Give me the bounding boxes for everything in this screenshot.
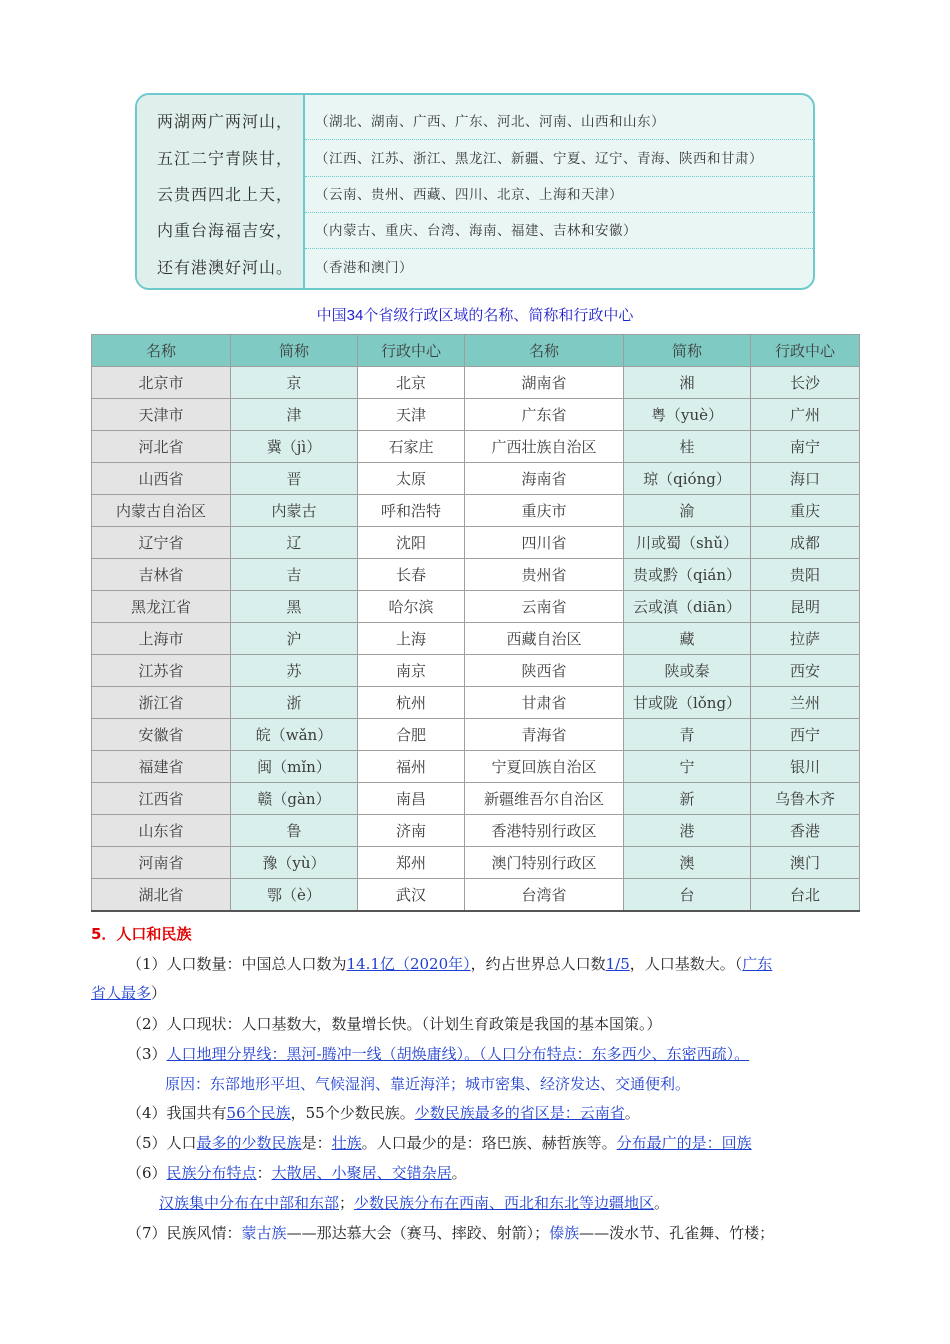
province-capital-cell: 广州: [751, 399, 860, 431]
text: ，55个少数民族。: [290, 1104, 415, 1122]
province-capital-cell: 武汉: [358, 879, 465, 911]
highlight-text: 民族分布特点: [166, 1164, 257, 1182]
province-name-cell: 河北省: [92, 431, 231, 463]
paragraph-6: [127, 1163, 467, 1184]
province-name-cell: 新疆维吾尔自治区: [465, 783, 624, 815]
text: （1）人口数量：中国总人口数为: [127, 955, 347, 973]
table-row: [92, 879, 860, 911]
table-caption: 中国34个省级行政区域的名称、简称和行政中心: [316, 307, 634, 324]
text: 。人口最少的是：珞巴族、赫哲族等。: [361, 1134, 617, 1152]
province-abbr-cell: 川或蜀（shǔ）: [624, 527, 751, 559]
province-abbr-cell: 鄂（è）: [231, 879, 358, 911]
table-row: [92, 751, 860, 783]
table-row: [92, 687, 860, 719]
highlight-text: 1/5: [605, 955, 630, 973]
province-capital-cell: 长春: [358, 559, 465, 591]
province-abbr-cell: 台: [624, 879, 751, 911]
rhyme-divider: [305, 248, 813, 249]
province-abbr-cell: 黑: [231, 591, 358, 623]
province-abbr-cell: 鲁: [231, 815, 358, 847]
text: （5）人口: [127, 1134, 197, 1152]
province-abbr-cell: 甘或陇（lǒng）: [624, 687, 751, 719]
table-row: [92, 719, 860, 751]
highlight-text: 人口地理分界线：黑河-腾冲一线（胡焕庸线）。（人口分布特点：东多西少、东密西疏）。: [166, 1045, 750, 1063]
province-abbr-cell: 宁: [624, 751, 751, 783]
province-capital-cell: 西安: [751, 655, 860, 687]
table-row: [92, 527, 860, 559]
text: （7）民族风情：: [127, 1224, 242, 1242]
highlight-text: 广东: [742, 955, 773, 973]
header-name: 名称: [92, 335, 231, 367]
rhyme-verse: 云贵西四北上天，: [157, 185, 294, 204]
province-name-cell: 澳门特别行政区: [465, 847, 624, 879]
text: ，人口基数大。（: [629, 955, 743, 973]
highlight-text: 壮族: [331, 1134, 362, 1152]
rhyme-verse: 还有港澳好河山。: [157, 258, 294, 277]
province-name-cell: 台湾省: [465, 879, 624, 911]
province-name-cell: 北京市: [92, 367, 231, 399]
province-abbr-cell: 内蒙古: [231, 495, 358, 527]
paragraph-6-cont: [159, 1193, 669, 1214]
rhyme-divider: [305, 139, 813, 140]
header-capital: 行政中心: [358, 335, 465, 367]
province-name-cell: 山西省: [92, 463, 231, 495]
text: 是：: [301, 1134, 332, 1152]
paragraph-1-cont: [91, 983, 166, 1004]
rhyme-provinces: （香港和澳门）: [315, 260, 413, 276]
province-name-cell: 青海省: [465, 719, 624, 751]
province-name-cell: 西藏自治区: [465, 623, 624, 655]
province-capital-cell: 澳门: [751, 847, 860, 879]
province-name-cell: 上海市: [92, 623, 231, 655]
province-name-cell: 黑龙江省: [92, 591, 231, 623]
province-table: [91, 334, 860, 912]
paragraph-1: [127, 954, 772, 975]
province-name-cell: 广西壮族自治区: [465, 431, 624, 463]
province-abbr-cell: 粤（yuè）: [624, 399, 751, 431]
province-capital-cell: 上海: [358, 623, 465, 655]
rhyme-row: [137, 213, 813, 249]
province-rhyme-box: [135, 93, 815, 290]
province-abbr-cell: 京: [231, 367, 358, 399]
header-abbr: 简称: [231, 335, 358, 367]
province-capital-cell: 郑州: [358, 847, 465, 879]
table-row: [92, 399, 860, 431]
province-capital-cell: 北京: [358, 367, 465, 399]
province-abbr-cell: 云或滇（diān）: [624, 591, 751, 623]
province-capital-cell: 台北: [751, 879, 860, 911]
highlight-text: 最多的少数民族: [196, 1134, 302, 1152]
header-name: 名称: [465, 335, 624, 367]
rhyme-provinces: （江西、江苏、浙江、黑龙江、新疆、宁夏、辽宁、青海、陕西和甘肃）: [315, 151, 763, 167]
text: ：: [256, 1164, 272, 1182]
province-abbr-cell: 浙: [231, 687, 358, 719]
rhyme-verse: 两湖两广两河山，: [157, 112, 294, 131]
highlight-text: 傣族: [549, 1224, 580, 1242]
province-abbr-cell: 皖（wǎn）: [231, 719, 358, 751]
table-row: [92, 783, 860, 815]
rhyme-row: [137, 250, 813, 286]
text: （4）我国共有: [127, 1104, 227, 1122]
highlight-text: 大散居、小聚居、交错杂居: [271, 1164, 452, 1182]
text: ——那达慕大会（赛马、摔跤、射箭）；: [286, 1224, 550, 1242]
highlight-text: 少数民族最多的省区是：云南省: [414, 1104, 625, 1122]
province-name-cell: 江西省: [92, 783, 231, 815]
paragraph-7: [127, 1223, 774, 1244]
province-capital-cell: 石家庄: [358, 431, 465, 463]
table-row: [92, 847, 860, 879]
table-row: [92, 655, 860, 687]
province-name-cell: 海南省: [465, 463, 624, 495]
text: （6）: [127, 1164, 167, 1182]
province-name-cell: 山东省: [92, 815, 231, 847]
text: 。: [654, 1194, 670, 1212]
province-name-cell: 内蒙古自治区: [92, 495, 231, 527]
province-capital-cell: 南昌: [358, 783, 465, 815]
province-abbr-cell: 藏: [624, 623, 751, 655]
province-abbr-cell: 苏: [231, 655, 358, 687]
province-abbr-cell: 澳: [624, 847, 751, 879]
table-row: [92, 559, 860, 591]
rhyme-provinces: （湖北、湖南、广西、广东、河北、河南、山西和山东）: [315, 114, 665, 130]
province-capital-cell: 银川: [751, 751, 860, 783]
table-row: [92, 495, 860, 527]
paragraph-3-reason: 原因：东部地形平坦、气候湿润、靠近海洋；城市密集、经济发达、交通便利。: [165, 1075, 691, 1093]
province-abbr-cell: 吉: [231, 559, 358, 591]
province-abbr-cell: 渝: [624, 495, 751, 527]
header-abbr: 简称: [624, 335, 751, 367]
province-capital-cell: 杭州: [358, 687, 465, 719]
province-abbr-cell: 湘: [624, 367, 751, 399]
paragraph-2: （2）人口现状：人口基数大，数量增长快。（计划生育政策是我国的基本国策。）: [127, 1015, 662, 1033]
table-row: [92, 815, 860, 847]
province-name-cell: 宁夏回族自治区: [465, 751, 624, 783]
province-abbr-cell: 沪: [231, 623, 358, 655]
province-name-cell: 湖北省: [92, 879, 231, 911]
province-name-cell: 河南省: [92, 847, 231, 879]
text: 。: [451, 1164, 467, 1182]
province-abbr-cell: 琼（qióng）: [624, 463, 751, 495]
province-capital-cell: 合肥: [358, 719, 465, 751]
province-capital-cell: 重庆: [751, 495, 860, 527]
province-name-cell: 安徽省: [92, 719, 231, 751]
province-capital-cell: 哈尔滨: [358, 591, 465, 623]
text: ；: [339, 1194, 355, 1212]
text: ，约占世界总人口数: [470, 955, 606, 973]
province-name-cell: 湖南省: [465, 367, 624, 399]
province-capital-cell: 香港: [751, 815, 860, 847]
rhyme-row: [137, 141, 813, 177]
table-row: [92, 367, 860, 399]
province-capital-cell: 贵阳: [751, 559, 860, 591]
province-abbr-cell: 新: [624, 783, 751, 815]
paragraph-3: [127, 1044, 749, 1065]
province-capital-cell: 成都: [751, 527, 860, 559]
province-abbr-cell: 港: [624, 815, 751, 847]
province-abbr-cell: 陕或秦: [624, 655, 751, 687]
province-capital-cell: 昆明: [751, 591, 860, 623]
province-name-cell: 吉林省: [92, 559, 231, 591]
highlight-text: 省人最多: [91, 984, 152, 1002]
table-header-row: [92, 335, 860, 367]
text: 。: [624, 1104, 640, 1122]
province-capital-cell: 沈阳: [358, 527, 465, 559]
province-name-cell: 福建省: [92, 751, 231, 783]
paragraph-5: [127, 1133, 752, 1154]
province-abbr-cell: 晋: [231, 463, 358, 495]
rhyme-verse: 内重台海福吉安，: [157, 221, 294, 240]
table-row: [92, 623, 860, 655]
province-abbr-cell: 豫（yù）: [231, 847, 358, 879]
highlight-text: 56个民族: [226, 1104, 291, 1122]
table-row: [92, 463, 860, 495]
province-name-cell: 贵州省: [465, 559, 624, 591]
table-row: [92, 591, 860, 623]
province-capital-cell: 南宁: [751, 431, 860, 463]
province-capital-cell: 乌鲁木齐: [751, 783, 860, 815]
province-abbr-cell: 桂: [624, 431, 751, 463]
text: ）: [151, 984, 167, 1002]
province-abbr-cell: 赣（gàn）: [231, 783, 358, 815]
province-name-cell: 天津市: [92, 399, 231, 431]
header-capital: 行政中心: [751, 335, 860, 367]
province-abbr-cell: 辽: [231, 527, 358, 559]
highlight-text: 汉族集中分布在中部和东部: [159, 1194, 340, 1212]
province-abbr-cell: 青: [624, 719, 751, 751]
province-capital-cell: 太原: [358, 463, 465, 495]
province-name-cell: 广东省: [465, 399, 624, 431]
province-capital-cell: 兰州: [751, 687, 860, 719]
province-capital-cell: 济南: [358, 815, 465, 847]
rhyme-row: [137, 177, 813, 213]
table-row: [92, 431, 860, 463]
province-name-cell: 香港特别行政区: [465, 815, 624, 847]
province-name-cell: 四川省: [465, 527, 624, 559]
rhyme-provinces: （内蒙古、重庆、台湾、海南、福建、吉林和安徽）: [315, 223, 637, 239]
province-name-cell: 甘肃省: [465, 687, 624, 719]
province-abbr-cell: 贵或黔（qián）: [624, 559, 751, 591]
province-name-cell: 浙江省: [92, 687, 231, 719]
province-capital-cell: 天津: [358, 399, 465, 431]
province-abbr-cell: 冀（jì）: [231, 431, 358, 463]
section-title: 5．人口和民族: [91, 925, 192, 943]
province-capital-cell: 呼和浩特: [358, 495, 465, 527]
highlight-text: 分布最广的是：回族: [616, 1134, 752, 1152]
text: （3）: [127, 1045, 167, 1063]
province-abbr-cell: 津: [231, 399, 358, 431]
province-name-cell: 辽宁省: [92, 527, 231, 559]
paragraph-4: [127, 1103, 640, 1124]
province-name-cell: 云南省: [465, 591, 624, 623]
rhyme-row: [137, 104, 813, 140]
highlight-text: 少数民族分布在西南、西北和东北等边疆地区: [354, 1194, 655, 1212]
province-name-cell: 重庆市: [465, 495, 624, 527]
province-capital-cell: 南京: [358, 655, 465, 687]
rhyme-verse: 五江二宁青陕甘，: [157, 149, 294, 168]
province-capital-cell: 福州: [358, 751, 465, 783]
highlight-text: 蒙古族: [241, 1224, 287, 1242]
province-name-cell: 陕西省: [465, 655, 624, 687]
province-capital-cell: 西宁: [751, 719, 860, 751]
province-capital-cell: 海口: [751, 463, 860, 495]
province-capital-cell: 长沙: [751, 367, 860, 399]
rhyme-provinces: （云南、贵州、西藏、四川、北京、上海和天津）: [315, 187, 623, 203]
highlight-text: 14.1亿（2020年）: [346, 955, 471, 973]
province-name-cell: 江苏省: [92, 655, 231, 687]
province-capital-cell: 拉萨: [751, 623, 860, 655]
text: ——泼水节、孔雀舞、竹楼；: [579, 1224, 775, 1242]
province-abbr-cell: 闽（mǐn）: [231, 751, 358, 783]
